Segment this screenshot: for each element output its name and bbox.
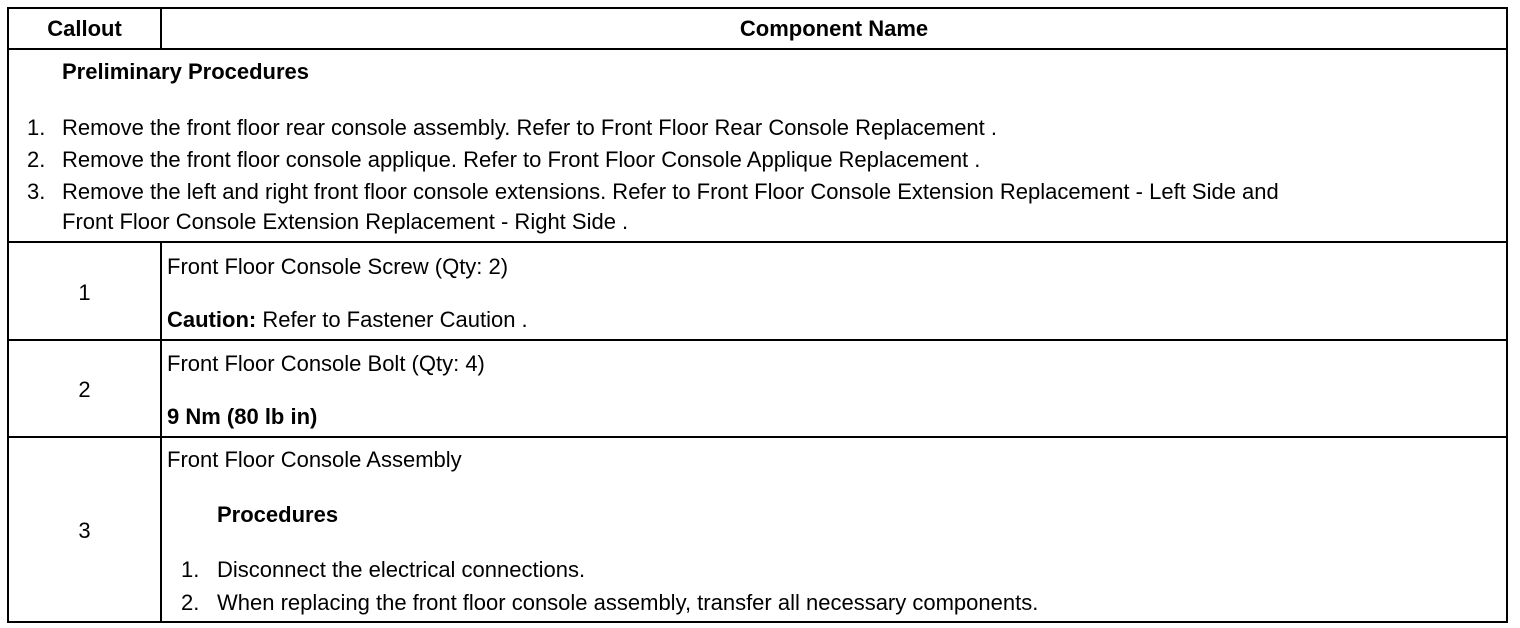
row3-step-2-num: 2. [181,590,200,615]
row2-divider [9,436,1506,438]
row3-step-2-text: When replacing the front floor console assembly, transfer all necessary components. [217,590,1039,615]
row1-callout: 1 [78,280,91,305]
body-column-divider [160,241,162,621]
prelim-step-3-text-line2: Front Floor Console Extension Replacement - Right Side . [62,209,629,234]
row2-callout: 2 [78,377,91,402]
header-divider [9,48,1506,50]
row3-callout: 3 [78,518,91,543]
row3-step-1-text: Disconnect the electrical connections. [217,557,586,582]
component-table [7,7,1508,623]
preliminary-title: Preliminary Procedures [62,59,310,84]
caution-label: Caution: [167,307,257,332]
prelim-step-1-text: Remove the front floor rear console assembly. Refer to Front Floor Rear Console Replacement . [62,115,997,140]
row2-torque-spec: 9 Nm (80 lb in) [167,404,318,429]
row3-component-name: Front Floor Console Assembly [167,447,462,472]
row1-caution-note [167,307,528,333]
prelim-step-3-text-line1: Remove the left and right front floor console extensions. Refer to Front Floor Console Extension Replacement - Left Side and [62,179,1279,204]
row2-component-name: Front Floor Console Bolt (Qty: 4) [167,351,485,376]
row1-divider [9,339,1506,341]
prelim-step-2-text: Remove the front floor console applique. Refer to Front Floor Console Applique Replacement . [62,147,981,172]
row3-step-1-num: 1. [181,557,200,582]
prelim-step-2-num: 2. [27,147,46,172]
header-callout: Callout [47,16,122,41]
header-component-name: Component Name [739,16,929,41]
prelim-step-3-num: 3. [27,179,46,204]
caution-text: Refer to Fastener Caution . [256,307,528,332]
row1-component-name: Front Floor Console Screw (Qty: 2) [167,254,509,279]
preliminary-divider [9,241,1506,243]
prelim-step-1-num: 1. [27,115,46,140]
row3-procedures-title: Procedures [217,502,339,527]
